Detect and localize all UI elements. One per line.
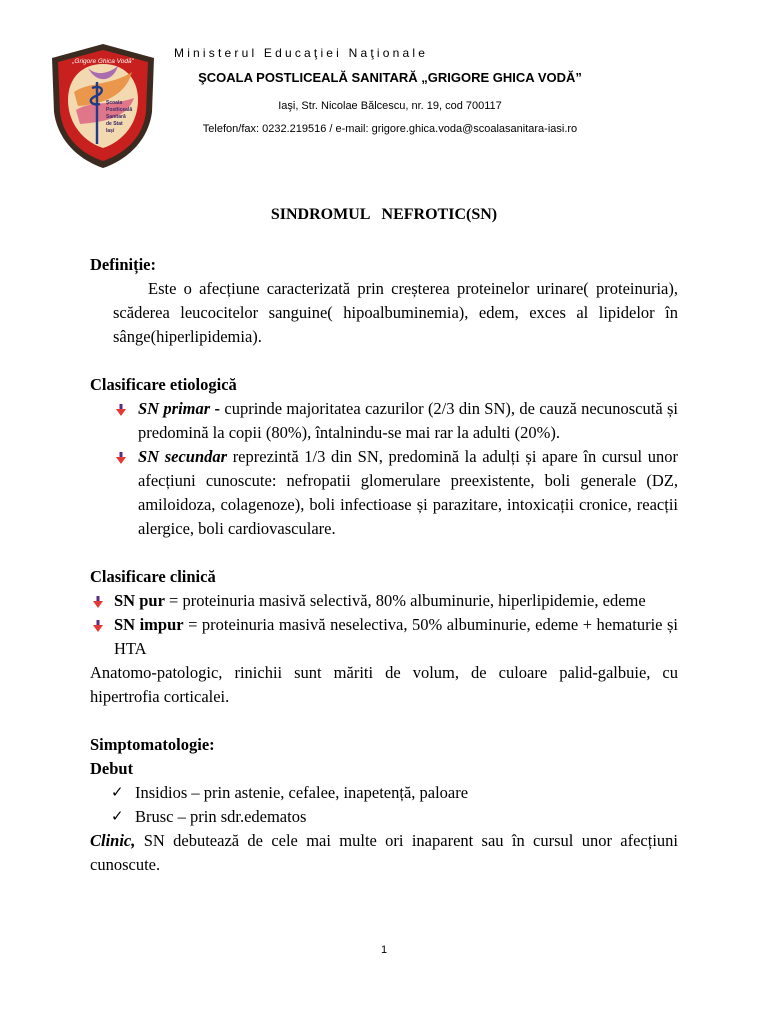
list-item (90, 445, 678, 541)
arrow-bullet-icon (116, 404, 126, 416)
item-text: SN debutează de cele mai multe ori inaparent sau în cursul unor afecțiuni cunoscute. (90, 831, 678, 874)
arrow-bullet-icon (116, 452, 126, 464)
checkmark-icon: ✓ (111, 785, 124, 801)
term: SN primar (138, 399, 211, 418)
item-text: = proteinuria masivă selectivă, 80% albuminurie, hiperlipidemie, edeme (164, 591, 646, 610)
definition-heading: Definiție: (90, 255, 156, 274)
logo-line: Școala (106, 100, 123, 106)
separator: - (210, 399, 225, 418)
symptoms-heading: Simptomatologie: (90, 735, 215, 754)
item-text: reprezintă 1/3 din SN, predomină la adulți și apare în cursul unor afecțiuni cunoscute: nefropatii glomerulare preexistente, boli generale (DZ, amiloidoza, colagenoze), boli infectioase și parazitare, intoxicații cronice, reacții alergice, boli cardiovasculare. (138, 447, 679, 538)
clinical-heading: Clasificare clinică (90, 567, 216, 586)
list-item (90, 781, 678, 805)
term: SN secundar (138, 447, 228, 466)
document-title: SINDROMUL NEFROTIC(SN) (270, 206, 498, 223)
logo-arc-text: „Grigore Ghica Vodă” (72, 58, 134, 65)
term: Clinic, (90, 831, 136, 850)
item-text: cuprinde majoritatea cazurilor (2/3 din SN), de cauză necunoscută și predomină la copii (80%), întalnindu-se mai rar la adulti (20%). (138, 399, 678, 442)
list-item (90, 397, 678, 445)
school-name: ŞCOALA POSTLICEALĂ SANITARĂ „GRIGORE GHICA VODĂ” (198, 70, 582, 85)
school-logo (48, 42, 158, 170)
logo-line: Sanitară (106, 114, 126, 120)
school-address: Iaşi, Str. Nicolae Bălcescu, nr. 19, cod 700117 (278, 100, 502, 112)
logo-line: Postliceală (106, 107, 133, 113)
document-body (90, 253, 678, 877)
arrow-bullet-icon (93, 620, 103, 632)
item-text: Brusc – prin sdr.edematos (135, 807, 307, 826)
list-item (90, 613, 678, 661)
list-item (90, 589, 678, 613)
item-text: Insidios – prin astenie, cefalee, inapetență, paloare (135, 783, 469, 802)
term: SN pur (114, 591, 165, 610)
clinic-paragraph (90, 829, 678, 877)
onset-heading: Debut (90, 759, 134, 778)
etiologic-heading: Clasificare etiologică (90, 375, 237, 394)
checkmark-icon: ✓ (111, 809, 124, 825)
ministry-name: Ministerul Educaţiei Naţionale (174, 46, 429, 60)
page-number: 1 (380, 944, 388, 956)
list-item (90, 805, 678, 829)
definition-text: Este o afecțiune caracterizată prin creșterea proteinelor urinare( proteinuria), scăderea leucocitelor sanguine( hipoalbuminemia), edem, exces al lipidelor în sânge(hiperlipidemia). (113, 279, 678, 346)
school-contact: Telefon/fax: 0232.219516 / e-mail: grigore.ghica.voda@scoalasanitara-iasi.ro (202, 123, 578, 135)
arrow-bullet-icon (93, 596, 103, 608)
logo-line: Iași (106, 128, 115, 134)
item-text: = proteinuria masivă neselectiva, 50% albuminurie, edeme + hematurie și HTA (114, 615, 678, 658)
anatomo-text: Anatomo-patologic, rinichii sunt măriti de volum, de culoare palid-galbuie, cu hipertrofia corticalei. (90, 663, 678, 706)
logo-line: de Stat (106, 121, 123, 127)
term: SN impur (114, 615, 184, 634)
